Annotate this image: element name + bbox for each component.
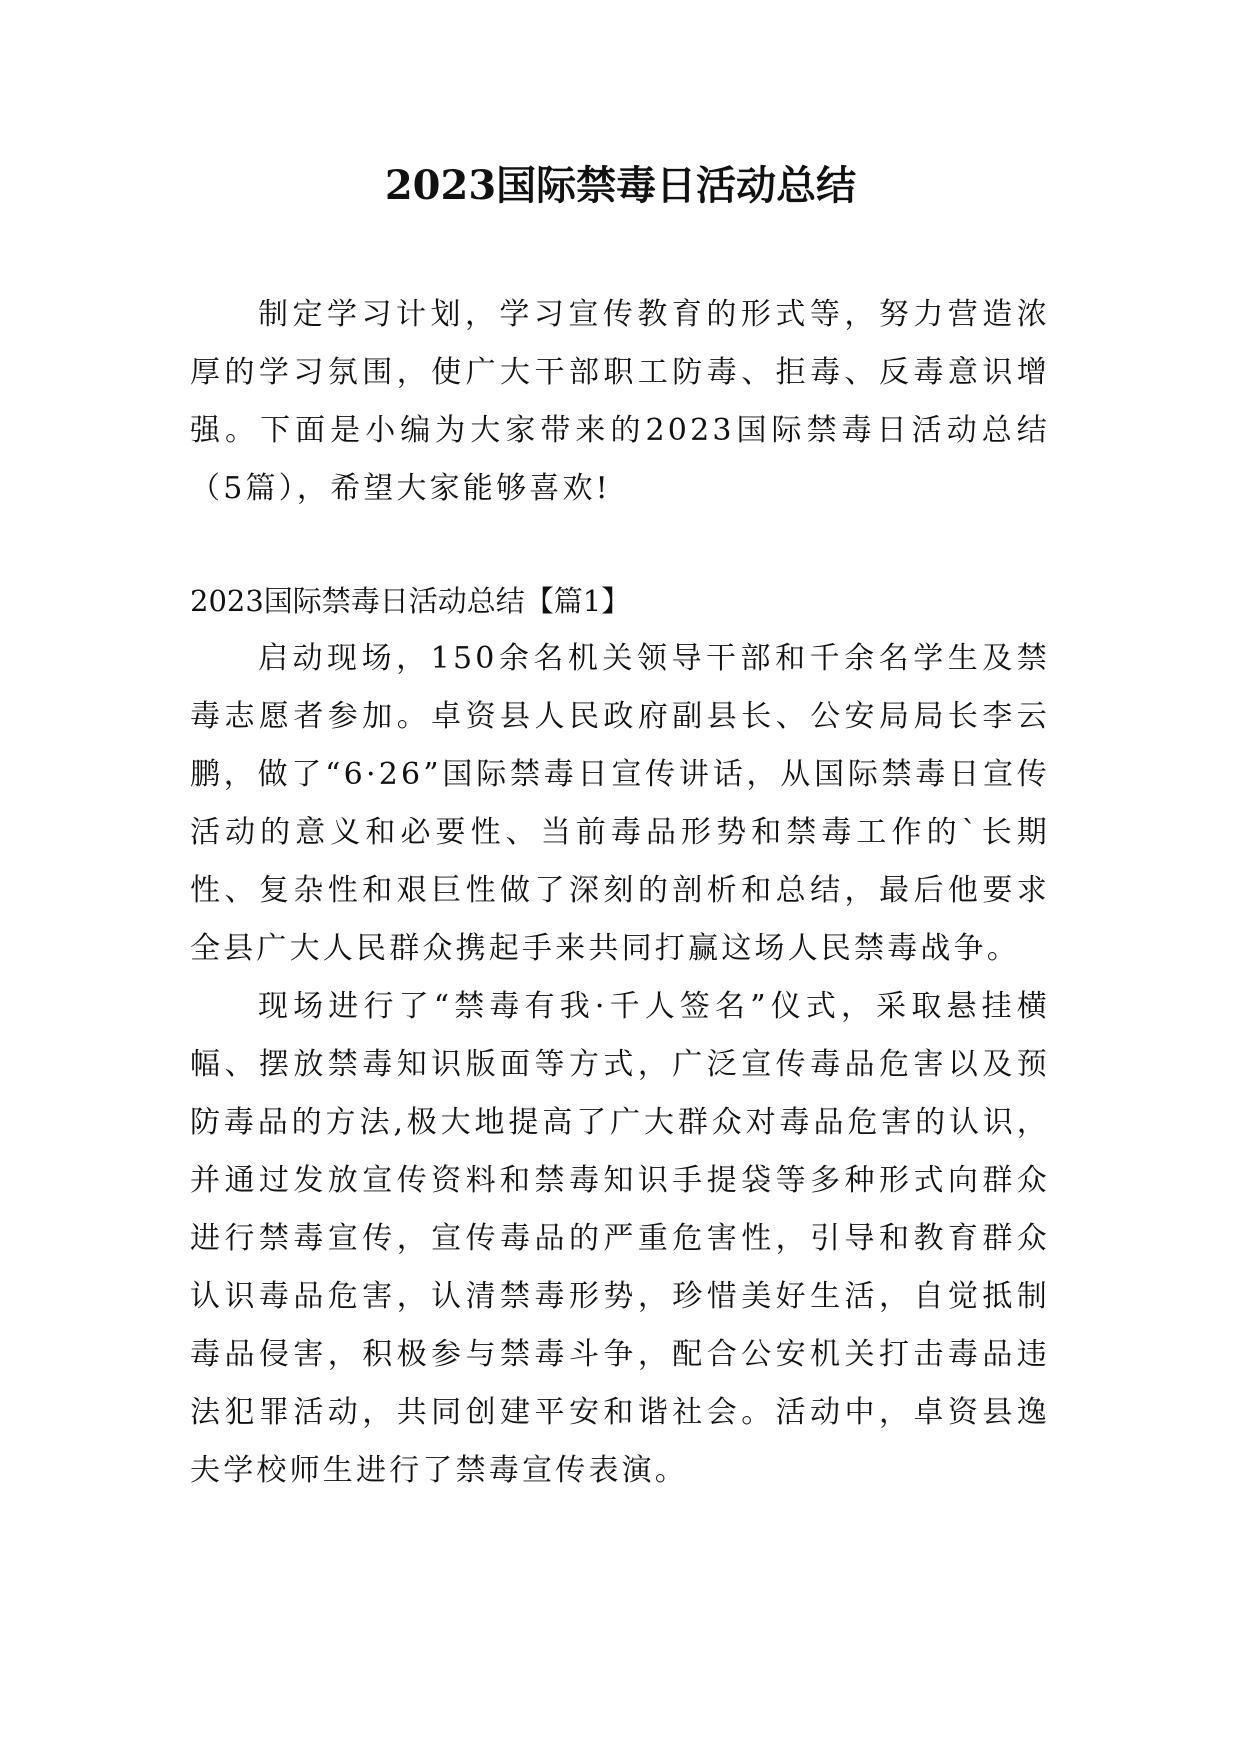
- intro-paragraph: 制定学习计划，学习宣传教育的形式等，努力营造浓厚的学习氛围，使广大干部职工防毒、拒毒、反毒意识增强。下面是小编为大家带来的2023国际禁毒日活动总结（5篇），希望大家能够喜欢!: [190, 297, 1051, 506]
- document-body: [190, 286, 1050, 1500]
- paragraph-spacer: [190, 518, 1050, 572]
- body-paragraph: 现场进行了“禁毒有我·千人签名”仪式，采取悬挂横幅、摆放禁毒知识版面等方式，广泛宣传毒品危害以及预防毒品的方法,极大地提高了广大群众对毒品危害的认识，并通过发放宣传资料和禁毒知识手提袋等多种形式向群众进行禁毒宣传，宣传毒品的严重危害性，引导和教育群众认识毒品危害，认清禁毒形势，珍惜美好生活，自觉抵制毒品侵害，积极参与禁毒斗争，配合公安机关打击毒品违法犯罪活动，共同创建平安和谐社会。活动中，卓资县逸夫学校师生进行了禁毒宣传表演。: [190, 989, 1050, 1488]
- section-heading: 2023国际禁毒日活动总结【篇1】: [190, 584, 631, 618]
- document-title: 2023国际禁毒日活动总结: [384, 162, 857, 209]
- body-paragraph: 启动现场，150余名机关领导干部和千余名学生及禁毒志愿者参加。卓资县人民政府副县长、公安局局长李云鹏，做了“6·26”国际禁毒日宣传讲话，从国际禁毒日宣传活动的意义和必要性、当前毒品形势和禁毒工作的`长期性、复杂性和艰巨性做了深刻的剖析和总结，最后他要求全县广大人民群众携起手来共同打赢这场人民禁毒战争。: [190, 641, 1050, 966]
